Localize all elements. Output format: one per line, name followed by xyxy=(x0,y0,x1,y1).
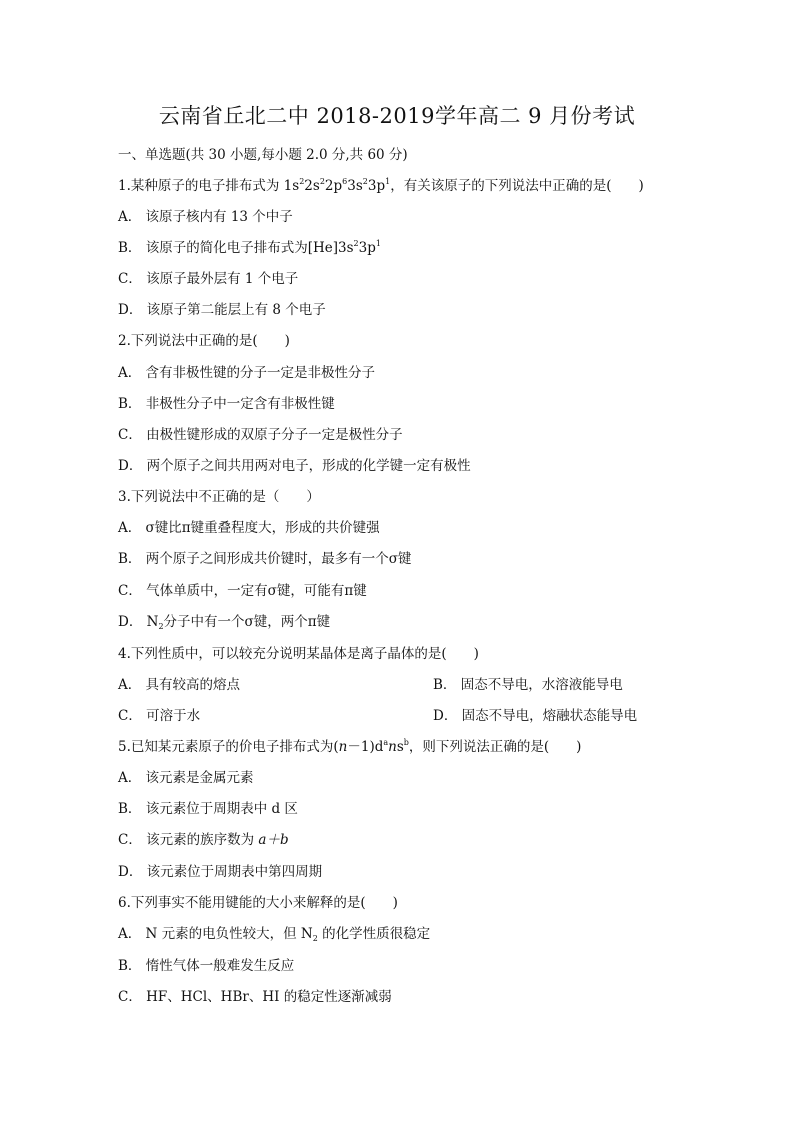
question-6-option-b: B． 惰性气体一般难发生反应 xyxy=(118,958,295,974)
question-1-option-d: D． 该原子第二能层上有 8 个电子 xyxy=(118,302,326,318)
question-4-option-a: A． 具有较高的熔点 xyxy=(118,677,241,693)
question-6-option-c: C． HF、HCl、HBr、HI 的稳定性逐渐减弱 xyxy=(118,989,392,1005)
question-2-option-d: D． 两个原子之间共用两对电子，形成的化学键一定有极性 xyxy=(118,458,471,474)
question-5-option-b: B． 该元素位于周期表中 d 区 xyxy=(118,801,298,817)
question-2-option-c: C． 由极性键形成的双原子分子一定是极性分子 xyxy=(118,427,403,443)
section-heading: 一、单选题(共 30 小题,每小题 2.0 分,共 60 分) xyxy=(118,147,408,163)
question-1-option-a: A． 该原子核内有 13 个中子 xyxy=(118,209,293,225)
question-3-option-c: C． 气体单质中，一定有σ键，可能有π键 xyxy=(118,583,367,599)
question-3-stem: 3.下列说法中不正确的是（ ） xyxy=(118,489,320,505)
question-6-stem: 6.下列事实不能用键能的大小来解释的是( ) xyxy=(118,895,398,911)
exam-title: 云南省丘北二中 2018-2019学年高二 9 月份考试 xyxy=(158,104,636,128)
question-4-option-d: D． 固态不导电，熔融状态能导电 xyxy=(433,708,638,724)
question-1-option-c: C． 该原子最外层有 1 个电子 xyxy=(118,271,299,287)
question-4-row-1 xyxy=(118,675,623,695)
question-2-option-b: B． 非极性分子中一定含有非极性键 xyxy=(118,396,335,412)
question-4-stem: 4.下列性质中，可以较充分说明某晶体是离子晶体的是( ) xyxy=(118,646,479,662)
question-3-option-b: B． 两个原子之间形成共价键时，最多有一个σ键 xyxy=(118,551,412,567)
question-5-option-a: A． 该元素是金属元素 xyxy=(118,770,254,786)
question-5-option-c: C． 该元素的族序数为 a＋b xyxy=(118,832,289,848)
question-3-option-d: D． $N_2$分子中有一个σ键，两个π键 xyxy=(118,614,331,631)
question-1-option-b: B． 该原子的简化电子排布式为$[He]3s^23p^1$ xyxy=(118,239,381,256)
question-5-stem: 5.已知某元素原子的价电子排布式为$(n-1)d^ans^b$，则下列说法正确的是( ) xyxy=(118,738,582,755)
question-4-option-b: B． 固态不导电，水溶液能导电 xyxy=(433,677,623,693)
question-4-option-c: C． 可溶于水 xyxy=(118,708,201,724)
question-2-stem: 2.下列说法中正确的是( ) xyxy=(118,333,290,349)
question-6-option-a: A． N 元素的电负性较大，但 $N_2$ 的化学性质很稳定 xyxy=(118,926,431,943)
question-1-stem: 1.某种原子的电子排布式为 $1s^22s^22p^63s^23p^1$，有关该原子的下列说法中正确的是( ) xyxy=(118,177,644,194)
question-2-option-a: A． 含有非极性键的分子一定是非极性分子 xyxy=(118,365,376,381)
question-4-row-2 xyxy=(118,706,638,726)
question-3-option-a: A． σ键比π键重叠程度大，形成的共价键强 xyxy=(118,520,380,536)
question-5-option-d: D． 该元素位于周期表中第四周期 xyxy=(118,864,323,880)
